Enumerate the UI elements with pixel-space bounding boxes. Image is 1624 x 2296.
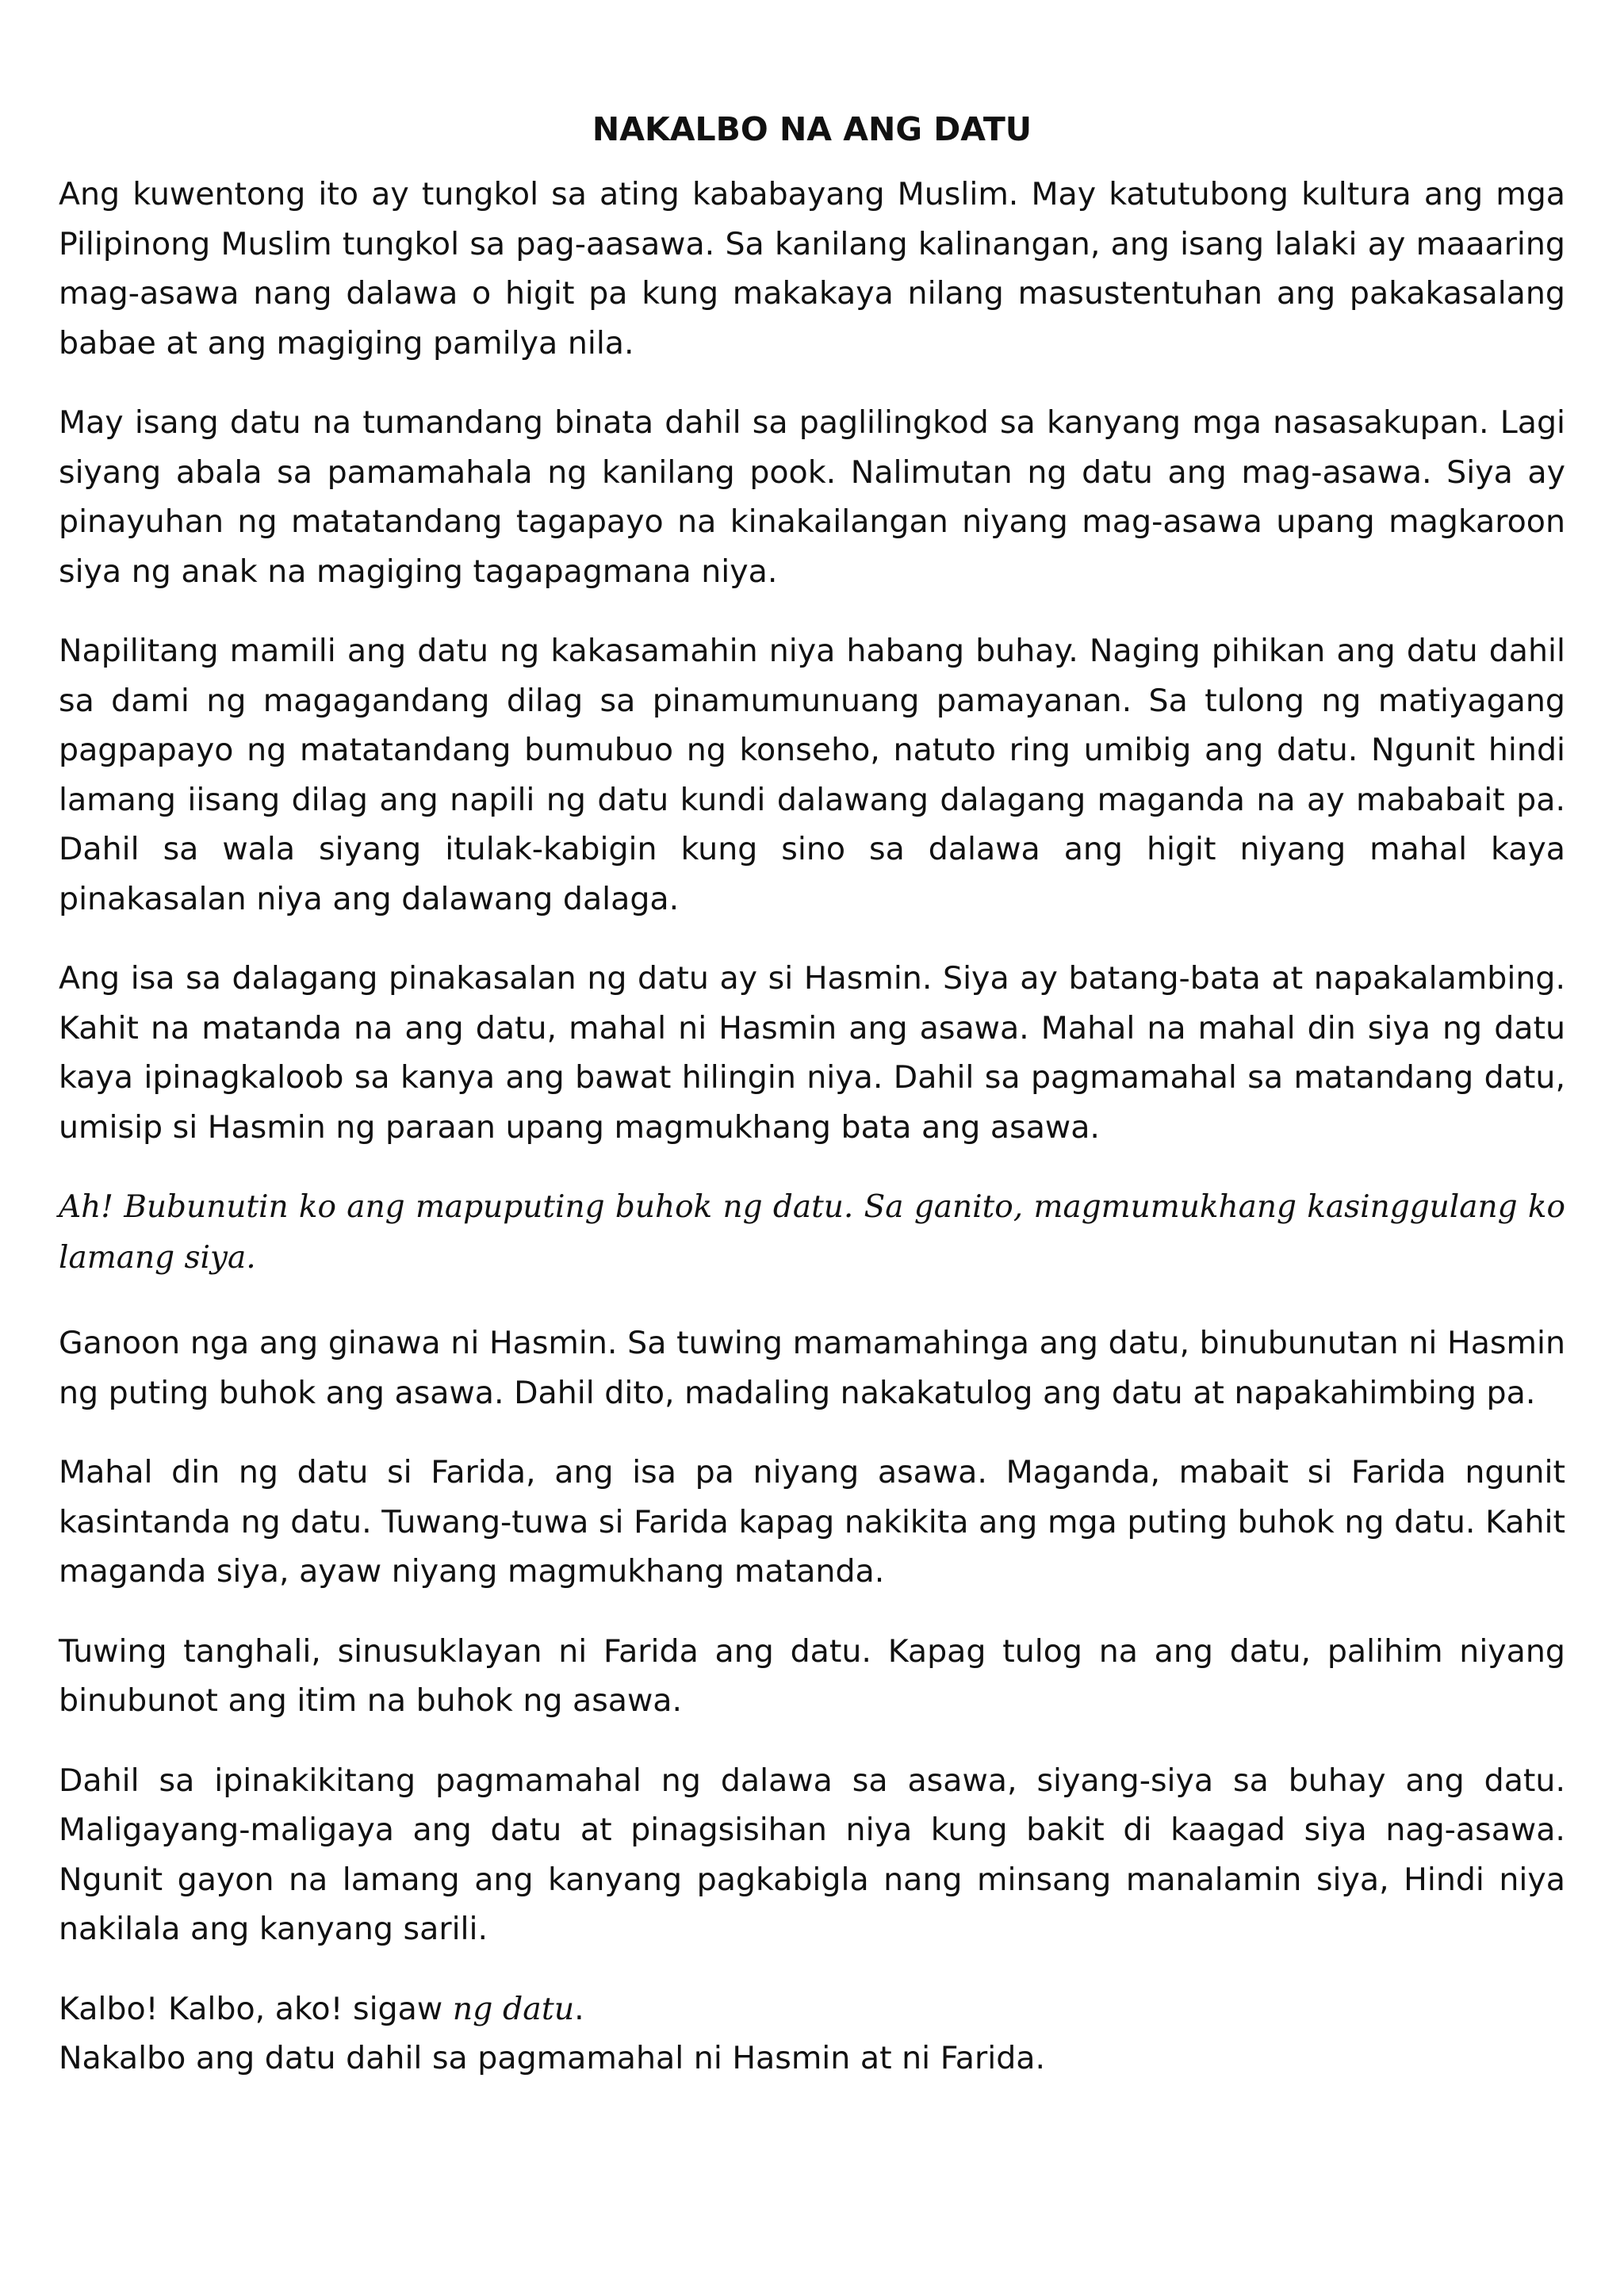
attribution-text: ng datu: [452, 1990, 575, 2027]
document-page: [59, 105, 1565, 2084]
exclamation-line: [59, 1984, 1565, 2034]
paragraph-7: Mahal din ng datu si Farida, ang isa pa niyang asawa. Maganda, mabait si Farida ngunit kasintanda ng datu. Tuwang-tuwa si Farida kapag nakikita ang mga puting buhok ng datu. Kahit maganda siya, ayaw niyang magmukhang matanda.: [59, 1454, 1565, 1590]
paragraph-1: Ang kuwentong ito ay tungkol sa ating kababayang Muslim. May katutubong kultura ang mga Pilipinong Muslim tungkol sa pag-aasawa. Sa kanilang kalinangan, ang isang lalaki ay maaaring mag-asawa nang dalawa o higit pa kung makakaya nilang masustentuhan ang pakakasalang babae at ang magiging pamilya nila.: [59, 176, 1565, 362]
paragraph-9: Dahil sa ipinakikitang pagmamahal ng dalawa sa asawa, siyang-siya sa buhay ang datu. Maligayang-maligaya ang datu at pinagsisihan niya kung bakit di kaagad siya nag-asawa. Ngunit gayon na lamang ang kanyang pagkabigla nang minsang manalamin siya, Hindi niya nakilala ang kanyang sarili.: [59, 1762, 1565, 1947]
story-title: NAKALBO NA ANG DATU: [592, 110, 1032, 148]
hasmin-thought: Ah! Bubunutin ko ang mapuputing buhok ng datu. Sa ganito, magmumukhang kasinggulang ko lamang siya.: [59, 1189, 1565, 1276]
exclamation-text: Kalbo! Kalbo, ako! sigaw: [59, 1990, 443, 2027]
paragraph-2: May isang datu na tumandang binata dahil sa paglilingkod sa kanyang mga nasasakupan. Lagi siyang abala sa pamamahala ng kanilang pook. Nalimutan ng datu ang mag-asawa. Siya ay pinayuhan ng matatandang tagapayo na kinakailangan niyang mag-asawa upang magkaroon siya ng anak na magiging tagapagmana niya.: [59, 404, 1565, 590]
closing-lines: [59, 1984, 1565, 2084]
attribution-period: .: [574, 1990, 584, 2027]
paragraph-4: Ang isa sa dalagang pinakasalan ng datu ay si Hasmin. Siya ay batang-bata at napakalambing. Kahit na matanda na ang datu, mahal ni Hasmin ang asawa. Mahal na mahal din siya ng datu kaya ipinagkaloob sa kanya ang bawat hilingin niya. Dahil sa pagmamahal sa matandang datu, umisip si Hasmin ng paraan upang magmukhang bata ang asawa.: [59, 960, 1565, 1146]
paragraph-6: Ganoon nga ang ginawa ni Hasmin. Sa tuwing mamamahinga ang datu, binubunutan ni Hasmin ng puting buhok ang asawa. Dahil dito, madaling nakakatulog ang datu at napakahimbing pa.: [59, 1325, 1565, 1411]
paragraph-8: Tuwing tanghali, sinusuklayan ni Farida ang datu. Kapag tulog na ang datu, palihim niyang binubunot ang itim na buhok ng asawa.: [59, 1632, 1565, 1719]
paragraph-3: Napilitang mamili ang datu ng kakasamahin niya habang buhay. Naging pihikan ang datu dahil sa dami ng magagandang dilag sa pinamumunuang pamayanan. Sa tulong ng matiyagang pagpapayo ng matatandang bumubuo ng konseho, natuto ring umibig ang datu. Ngunit hindi lamang iisang dilag ang napili ng datu kundi dalawang dalagang maganda na ay mababait pa. Dahil sa wala siyang itulak-kabigin kung sino sa dalawa ang higit niyang mahal kaya pinakasalan niya ang dalawang dalaga.: [59, 633, 1565, 917]
final-line: Nakalbo ang datu dahil sa pagmamahal ni Hasmin at ni Farida.: [59, 2040, 1046, 2076]
